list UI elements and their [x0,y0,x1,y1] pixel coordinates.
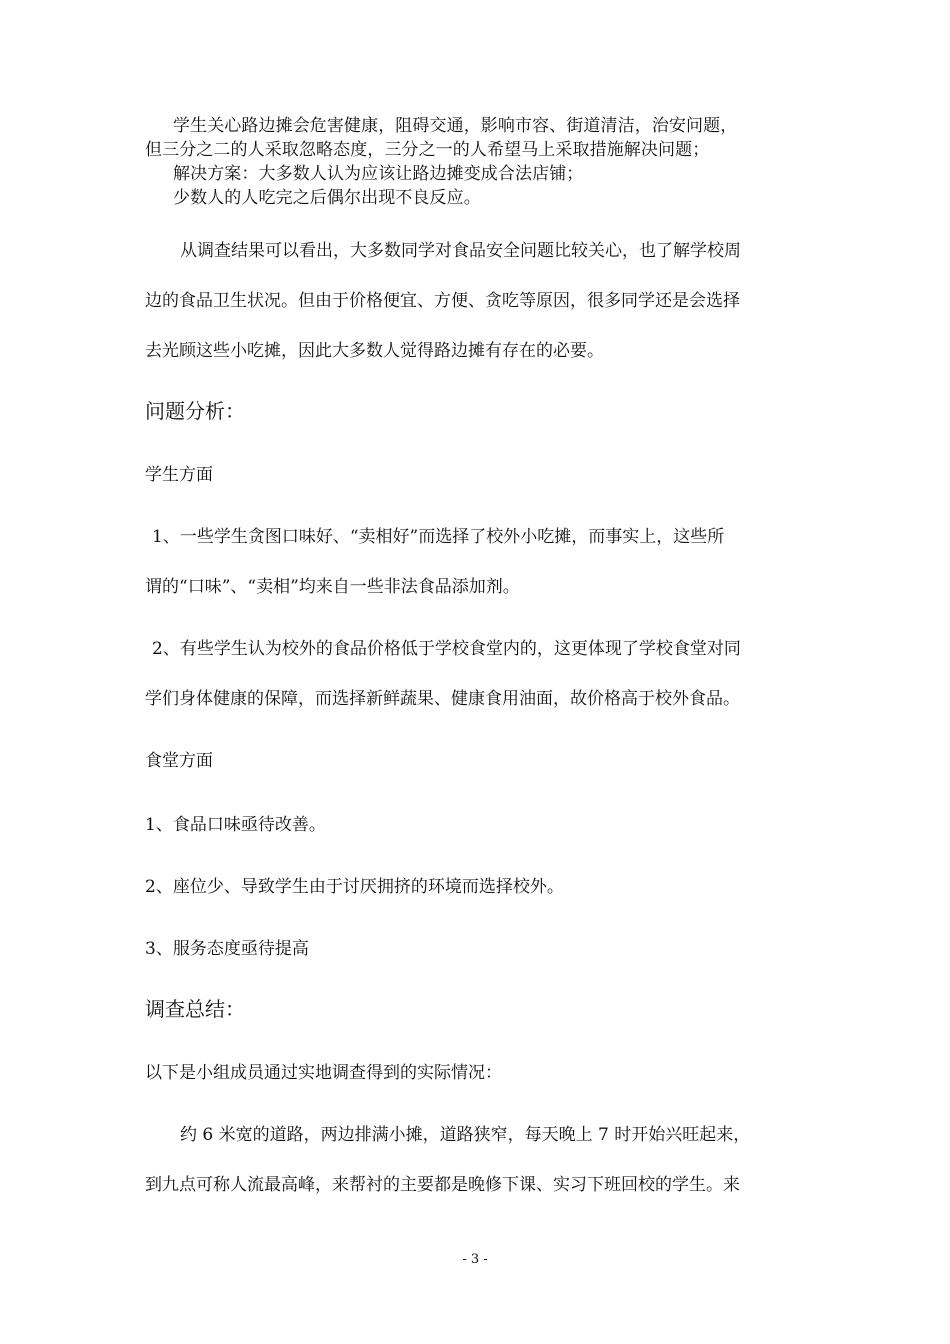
students-item-1-line-1: 1、一些学生贪图口味好、“卖相好”而选择了校外小吃摊，而事实上，这些所 [152,527,725,547]
conclusion-para-line-1: 约 6 米宽的道路，两边排满小摊，道路狭窄，每天晚上 7 时开始兴旺起来， [180,1125,751,1145]
students-subheading: 学生方面 [145,465,213,485]
conclusion-intro: 以下是小组成员通过实地调查得到的实际情况： [145,1063,502,1083]
students-item-2-line-1: 2、有些学生认为校外的食品价格低于学校食堂内的，这更体现了学校食堂对同 [152,639,741,659]
conclusion-heading: 调查总结： [145,997,245,1021]
students-item-1-line-2: 谓的“口味”、“卖相”均来自一些非法食品添加剂。 [145,577,520,597]
intro-line-2: 但三分之二的人采取忽略态度，三分之一的人希望马上采取措施解决问题； [145,140,710,160]
intro-line-4: 少数人的人吃完之后偶尔出现不良反应。 [173,188,481,208]
summary-line-3: 去光顾这些小吃摊，因此大多数人觉得路边摊有存在的必要。 [145,341,604,361]
conclusion-para-line-2: 到九点可称人流最高峰，来帮衬的主要都是晚修下课、实习下班回校的学生。来 [145,1175,740,1195]
summary-line-1: 从调查结果可以看出，大多数同学对食品安全问题比较关心，也了解学校周 [180,241,741,261]
canteen-item-2: 2、座位少、导致学生由于讨厌拥挤的环境而选择校外。 [145,877,564,897]
canteen-item-1: 1、食品口味亟待改善。 [145,815,326,835]
canteen-item-3: 3、服务态度亟待提高 [145,939,309,959]
intro-line-1: 学生关心路边摊会危害健康，阻碍交通，影响市容、街道清洁，治安问题， [173,116,738,136]
analysis-heading: 问题分析： [145,399,245,423]
summary-line-2: 边的食品卫生状况。但由于价格便宜、方便、贪吃等原因，很多同学还是会选择 [145,291,740,311]
page-number: - 3 - [462,1252,488,1267]
canteen-subheading: 食堂方面 [145,751,213,771]
intro-line-3: 解决方案：大多数人认为应该让路边摊变成合法店铺； [173,164,584,184]
students-item-2-line-2: 学们身体健康的保障，而选择新鲜蔬果、健康食用油面，故价格高于校外食品。 [145,689,740,709]
